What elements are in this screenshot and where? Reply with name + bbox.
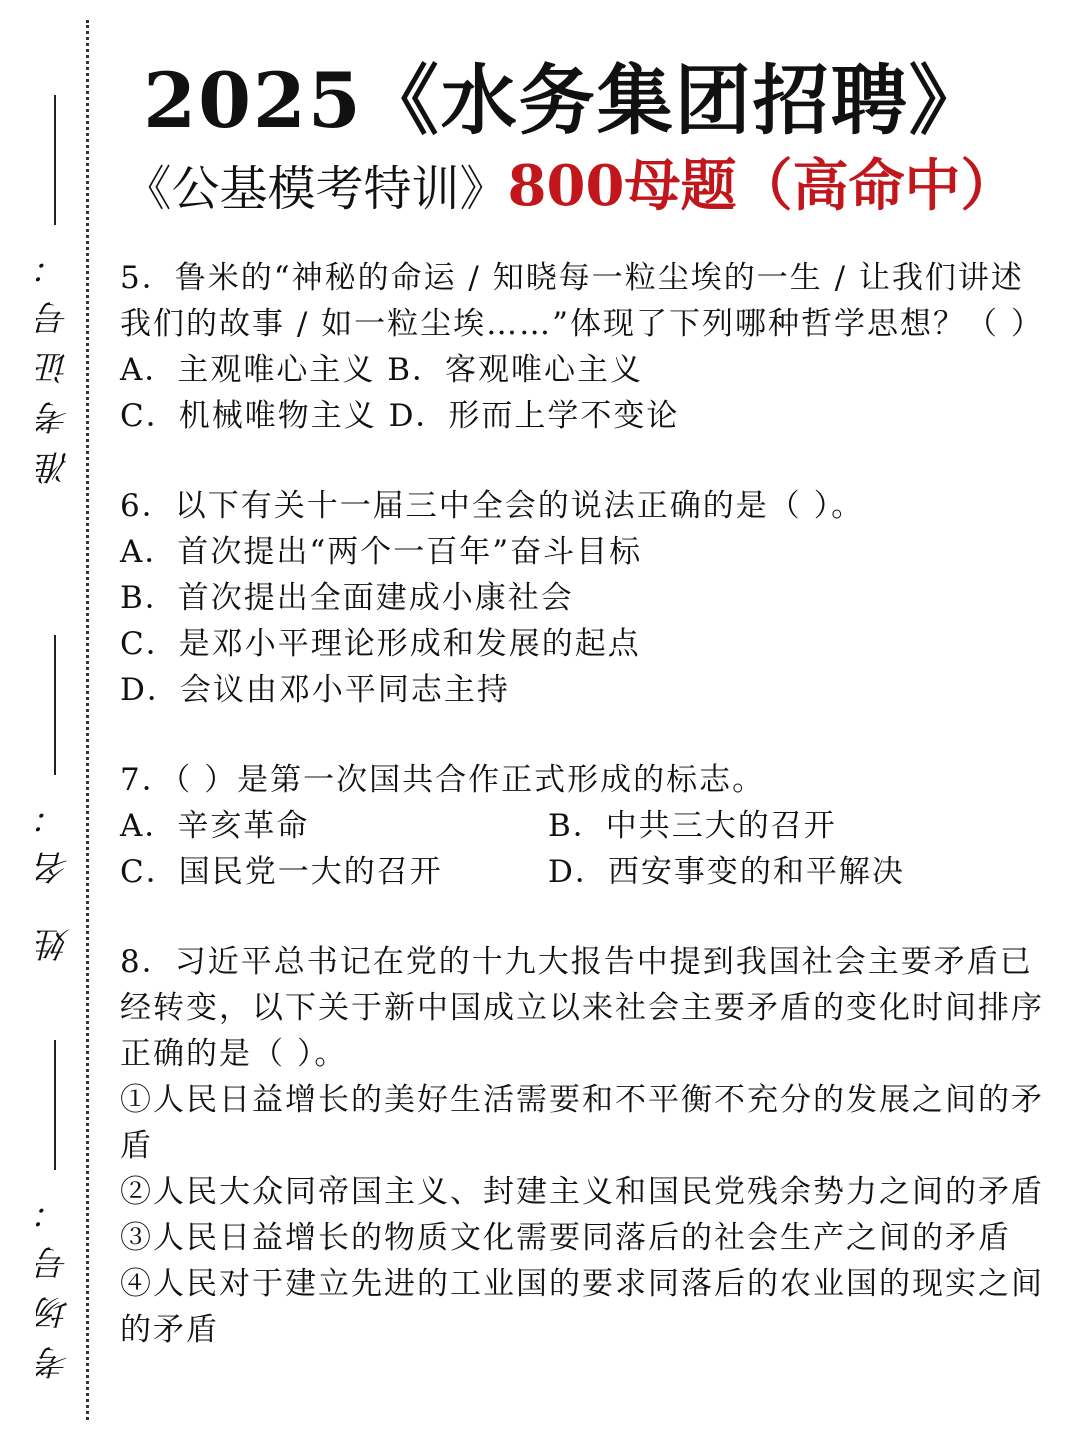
statement-2: ②人民大众同帝国主义、封建主义和国民党残余势力之间的矛盾 [120, 1174, 1044, 1210]
question-list [120, 255, 1055, 1397]
exam-room-field [30, 1040, 80, 1380]
option-a: A．首次提出“两个一百年”奋斗目标 [120, 534, 643, 570]
binding-dotted-line [86, 20, 89, 1420]
exam-room-blank-line [54, 1040, 56, 1170]
exam-id-field [30, 95, 80, 485]
option-grid [120, 803, 1055, 895]
exam-id-blank-line [54, 95, 56, 225]
question-stem: 6．以下有关十一届三中全会的说法正确的是（ ）。 [120, 488, 865, 524]
name-blank-line [54, 635, 56, 775]
question-5 [120, 255, 1055, 439]
option-row: C．机械唯物主义 D．形而上学不变论 [120, 398, 680, 434]
question-7 [120, 757, 1055, 895]
option-row: A．主观唯心主义 B．客观唯心主义 [120, 352, 644, 388]
name-label: 姓 名： [35, 785, 76, 962]
option-c: C．是邓小平理论形成和发展的起点 [120, 626, 641, 662]
exam-room-label: 考场号： [35, 1180, 76, 1380]
option-d: D．西安事变的和平解决 [548, 854, 905, 890]
page-subtitle [110, 142, 1030, 222]
subtitle-course: 《公基模考特训》 [123, 161, 508, 217]
page-title: 2025《水务集团招聘》 [143, 56, 987, 145]
question-stem: 5．鲁米的“神秘的命运 / 知晓每一粒尘埃的一生 / 让我们讲述我们的故事 / 如一粒尘埃……”体现了下列哪种哲学思想？（ ） [120, 260, 1044, 342]
statement-3: ③人民日益增长的物质文化需要同落后的社会生产之间的矛盾 [120, 1220, 1011, 1256]
statement-1: ①人民日益增长的美好生活需要和不平衡不充分的发展之间的矛盾 [120, 1082, 1044, 1164]
name-field [30, 635, 80, 962]
option-d: D．会议由邓小平同志主持 [120, 672, 510, 708]
question-8 [120, 939, 1055, 1353]
exam-id-label: 准考证号： [35, 235, 76, 485]
option-b: B．中共三大的召开 [548, 808, 837, 844]
option-a: A．辛亥革命 [120, 808, 310, 844]
statement-4: ④人民对于建立先进的工业国的要求同落后的农业国的现实之间的矛盾 [120, 1266, 1044, 1348]
question-stem: 8．习近平总书记在党的十九大报告中提到我国社会主要矛盾已经转变，以下关于新中国成立以来社会主要矛盾的变化时间排序正确的是（ ）。 [120, 944, 1044, 1072]
option-b: B．首次提出全面建成小康社会 [120, 580, 574, 616]
question-6 [120, 483, 1055, 713]
question-stem: 7．（ ）是第一次国共合作正式形成的标志。 [120, 762, 766, 798]
subtitle-highlight: 800母题（高命中） [507, 153, 1017, 219]
option-c: C．国民党一大的召开 [120, 854, 443, 890]
